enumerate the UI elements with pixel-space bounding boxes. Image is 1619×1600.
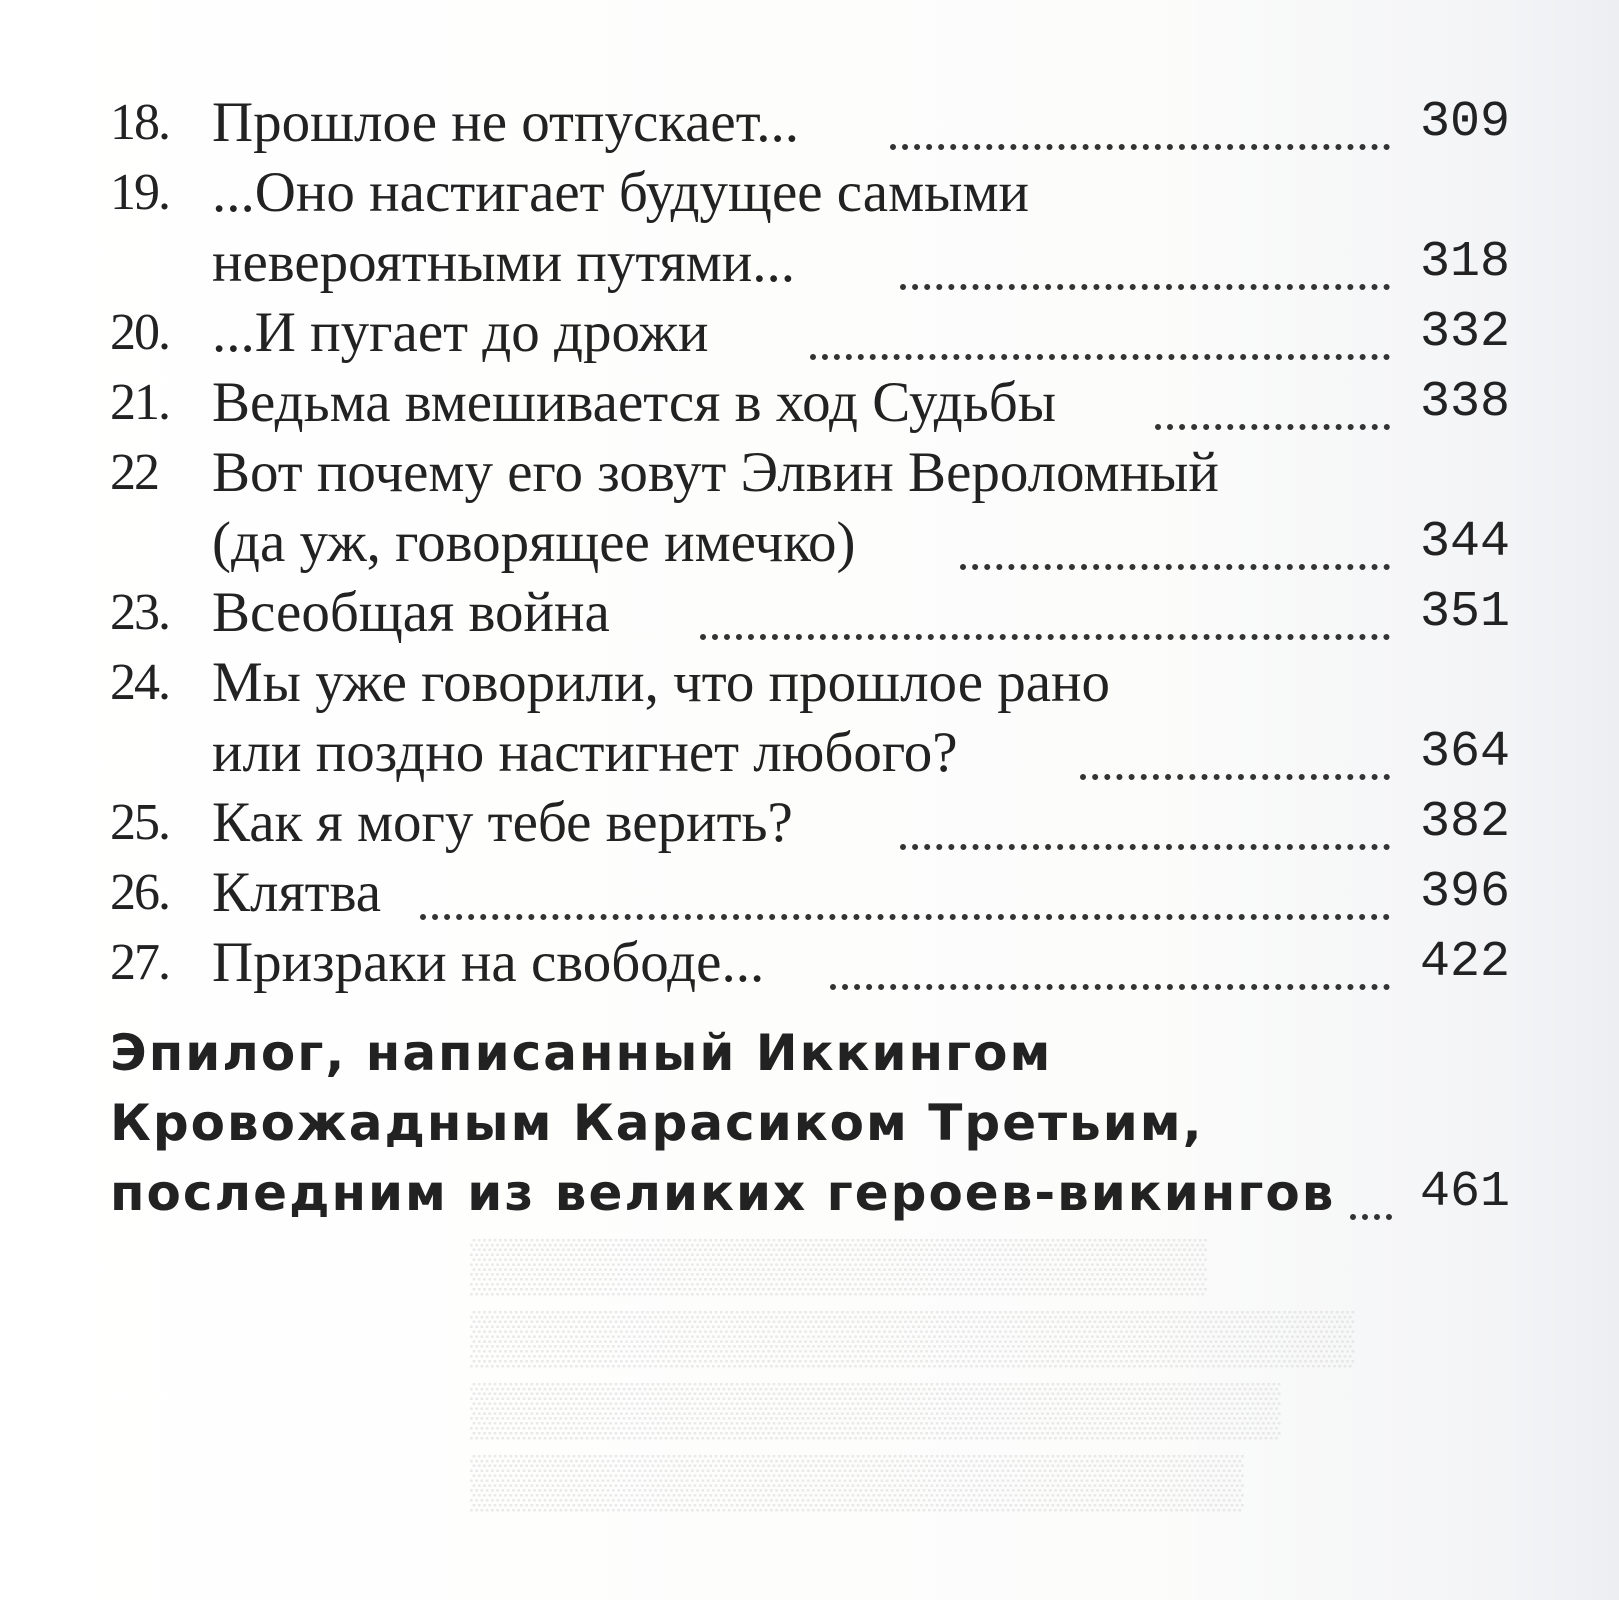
toc-line [110, 788, 1510, 858]
dot-leader [1080, 774, 1390, 780]
page-number: 338 [1419, 374, 1510, 431]
toc-line [110, 718, 1510, 788]
toc-line [110, 158, 1510, 228]
toc-line [110, 228, 1510, 298]
chapter-title: Как я могу тебе верить? [212, 791, 793, 854]
bleed-through-text: ▒▒▒▒▒▒▒▒▒▒▒▒▒▒▒▒▒▒▒▒ ▒▒▒▒▒▒▒▒▒▒▒▒▒▒▒▒▒▒▒▒▒▒▒▒ ▒▒▒▒▒▒▒▒▒▒▒▒▒▒▒▒▒▒▒▒▒▒ ▒▒▒▒▒▒▒▒▒▒▒▒▒▒▒▒▒▒▒▒▒ [470, 1237, 1355, 1510]
chapter-title: ...И пугает до дрожи [212, 301, 709, 364]
toc-line [110, 88, 1510, 158]
chapter-number: 27. [110, 934, 169, 991]
toc-line [110, 578, 1510, 648]
chapter-number: 25. [110, 794, 169, 851]
toc-line [110, 368, 1510, 438]
toc-line [110, 858, 1510, 928]
page-number: 461 [1419, 1164, 1510, 1221]
dot-leader [700, 634, 1390, 640]
chapter-title-continued: или поздно настигнет любого? [212, 721, 958, 784]
chapter-number: 23. [110, 584, 169, 641]
page-number: 318 [1419, 234, 1510, 291]
dot-leader [1155, 424, 1390, 430]
toc-entry [110, 648, 1510, 788]
toc-entry [110, 158, 1510, 298]
epilogue-line: Эпилог, написанный Иккингом [110, 1024, 1053, 1082]
chapter-number: 21. [110, 374, 169, 431]
chapter-number: 22 [110, 444, 158, 501]
dot-leader [1350, 1214, 1392, 1220]
page-number: 382 [1419, 794, 1510, 851]
chapter-number: 24. [110, 654, 169, 711]
chapter-title: ...Оно настигает будущее самыми [212, 161, 1030, 224]
chapter-title: Призраки на свободе... [212, 931, 765, 994]
toc-line [110, 508, 1510, 578]
dot-leader [960, 564, 1390, 570]
epilogue-line: Кровожадным Карасиком Третьим, [110, 1094, 1204, 1152]
page-number: 396 [1419, 864, 1510, 921]
chapter-number: 19. [110, 164, 169, 221]
epilogue-entry [110, 1018, 1510, 1228]
dot-leader [420, 914, 1390, 920]
toc-entry [110, 368, 1510, 438]
chapter-title: Всеобщая война [212, 581, 610, 644]
dot-leader [890, 144, 1390, 150]
chapter-title-continued: невероятными путями... [212, 231, 796, 294]
chapter-number: 18. [110, 94, 169, 151]
epilogue-text: последним из великих героев-викингов [110, 1164, 1336, 1222]
chapter-number: 20. [110, 304, 169, 361]
page-number: 351 [1419, 584, 1510, 641]
toc-line [110, 438, 1510, 508]
chapter-title: Мы уже говорили, что прошлое рано [212, 651, 1111, 714]
chapter-title-continued: (да уж, говорящее имечко) [212, 511, 856, 574]
page-number: 364 [1419, 724, 1510, 781]
chapter-title: Прошлое не отпускает... [212, 91, 800, 154]
epilogue-line [110, 1158, 1510, 1228]
toc-entry [110, 88, 1510, 158]
chapter-title: Вот почему его зовут Элвин Вероломный [212, 441, 1219, 504]
page-number: 344 [1419, 514, 1510, 571]
chapter-number: 26. [110, 864, 169, 921]
dot-leader [900, 284, 1390, 290]
dot-leader [830, 984, 1390, 990]
toc-line [110, 928, 1510, 998]
page-number: 309 [1419, 94, 1510, 151]
toc-entry [110, 788, 1510, 858]
page-number: 422 [1419, 934, 1510, 991]
toc-entry [110, 578, 1510, 648]
chapter-title: Клятва [212, 861, 382, 924]
page-number: 332 [1419, 304, 1510, 361]
toc-entry [110, 858, 1510, 928]
chapter-title: Ведьма вмешивается в ход Судьбы [212, 371, 1057, 434]
dot-leader [900, 844, 1390, 850]
toc-entry [110, 438, 1510, 578]
toc-line [110, 648, 1510, 718]
toc-line [110, 298, 1510, 368]
dot-leader [810, 354, 1390, 360]
toc-entry [110, 928, 1510, 998]
toc-entry [110, 298, 1510, 368]
